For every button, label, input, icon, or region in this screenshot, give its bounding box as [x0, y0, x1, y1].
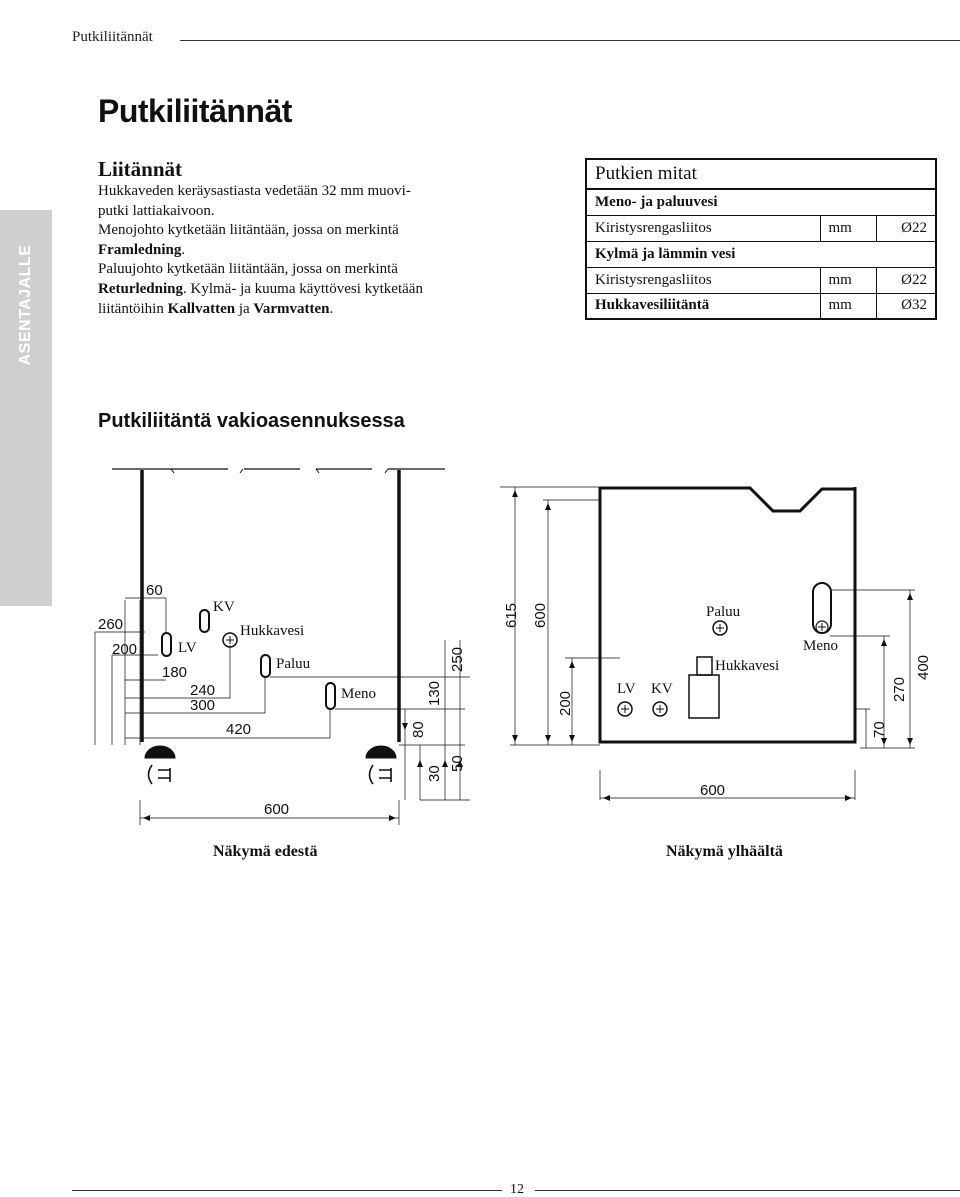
leveling-foot-icon	[370, 765, 392, 784]
running-header: Putkiliitännät	[72, 29, 153, 45]
dim-615: 615	[503, 602, 520, 628]
label-paluu: Paluu	[276, 656, 311, 672]
plus-icon	[656, 705, 664, 713]
top-view-caption: Näkymä ylhäältä	[666, 843, 783, 860]
label-kv: KV	[651, 681, 673, 697]
label-lv: LV	[178, 640, 197, 656]
lv-pipe-stub	[162, 633, 171, 656]
table-cell: Hukkavesiliitäntä	[586, 293, 820, 319]
dim-130: 130	[426, 680, 443, 706]
plus-icon	[226, 636, 234, 644]
top-view	[500, 487, 932, 801]
dim-180: 180	[162, 664, 188, 681]
leveling-foot-icon	[149, 765, 171, 784]
foot	[366, 746, 396, 758]
arrowhead	[512, 490, 913, 801]
label-meno: Meno	[803, 638, 838, 654]
dimension-line	[125, 600, 140, 745]
term-varmvatten: Varmvatten	[253, 300, 330, 317]
dim-60: 60	[146, 582, 163, 599]
dim-420: 420	[226, 721, 252, 738]
text-fragment: ja	[235, 300, 254, 317]
footer-rule	[72, 1190, 502, 1191]
label-hukkavesi: Hukkavesi	[715, 658, 780, 674]
dim-200: 200	[557, 690, 574, 716]
text-fragment: .	[329, 300, 334, 317]
table-group-heading: Kylmä ja lämmin vesi	[586, 241, 936, 267]
dim-260: 260	[98, 616, 124, 633]
dim-30: 30	[426, 765, 443, 782]
dim-400: 400	[915, 654, 932, 680]
table-cell: Ø22	[876, 267, 936, 293]
dim-270: 270	[891, 676, 908, 702]
table-cell: mm	[820, 215, 876, 241]
dim-600-width: 600	[700, 782, 726, 799]
subsection-heading: Putkiliitäntä vakioasennuksessa	[98, 410, 405, 432]
hukkavesi-outlet	[697, 657, 712, 675]
page-number: 12	[510, 1182, 524, 1197]
table-cell: Ø22	[876, 215, 936, 241]
plus-icon	[818, 623, 826, 631]
dimension-line	[600, 770, 855, 800]
plus-icon	[621, 705, 629, 713]
footer-rule	[535, 1190, 960, 1191]
foot	[145, 746, 175, 758]
paluu-pipe-stub	[261, 655, 270, 677]
front-view-caption: Näkymä edestä	[213, 843, 318, 860]
term-framledning: Framledning	[98, 241, 182, 258]
label-meno: Meno	[341, 686, 376, 702]
text-line: putki lattiakaivoon.	[98, 202, 215, 219]
table-cell: mm	[820, 267, 876, 293]
dim-70: 70	[871, 721, 888, 738]
dim-600: 600	[532, 602, 549, 628]
cabinet-back-edge	[600, 488, 855, 511]
dim-200: 200	[112, 641, 138, 658]
dim-600: 600	[264, 801, 290, 818]
meno-pipe-stub	[326, 683, 335, 709]
kv-pipe-stub	[200, 610, 209, 632]
dim-300: 300	[190, 697, 216, 714]
table-title: Putkien mitat	[586, 159, 936, 189]
term-returledning: Returledning	[98, 280, 184, 297]
dim-250: 250	[449, 646, 466, 672]
table-group-heading: Meno- ja paluuvesi	[586, 189, 936, 215]
text-fragment: . Kylmä- ja kuuma käyttövesi kytketään	[183, 280, 423, 297]
text-line: Paluujohto kytketään liitäntään, jossa on merkintä	[98, 261, 398, 278]
label-paluu: Paluu	[706, 604, 741, 620]
plus-icon	[716, 624, 724, 632]
label-lv: LV	[617, 681, 636, 697]
text-fragment: .	[181, 241, 186, 258]
dim-240: 240	[190, 682, 216, 699]
text-fragment: liitäntöihin	[98, 300, 168, 317]
dim-80: 80	[410, 721, 427, 738]
section-heading: Liitännät	[98, 157, 183, 181]
label-kv: KV	[213, 599, 235, 615]
front-view	[95, 469, 470, 825]
table-cell: mm	[820, 293, 876, 319]
page-title: Putkiliitännät	[98, 93, 292, 129]
side-tab-label: ASENTAJALLE	[17, 244, 34, 366]
label-hukkavesi: Hukkavesi	[240, 623, 305, 639]
table-cell: Ø32	[876, 293, 936, 319]
text-line: Hukkaveden keräysastiasta vedetään 32 mm muovi-	[98, 183, 411, 199]
table-cell: Kiristysrengasliitos	[586, 267, 820, 293]
text-line: Menojohto kytketään liitäntään, jossa on merkintä	[98, 222, 399, 239]
hukkavesi-drain	[689, 675, 719, 718]
term-kallvatten: Kallvatten	[167, 300, 236, 317]
dim-50: 50	[449, 755, 466, 772]
table-cell: Kiristysrengasliitos	[586, 215, 820, 241]
